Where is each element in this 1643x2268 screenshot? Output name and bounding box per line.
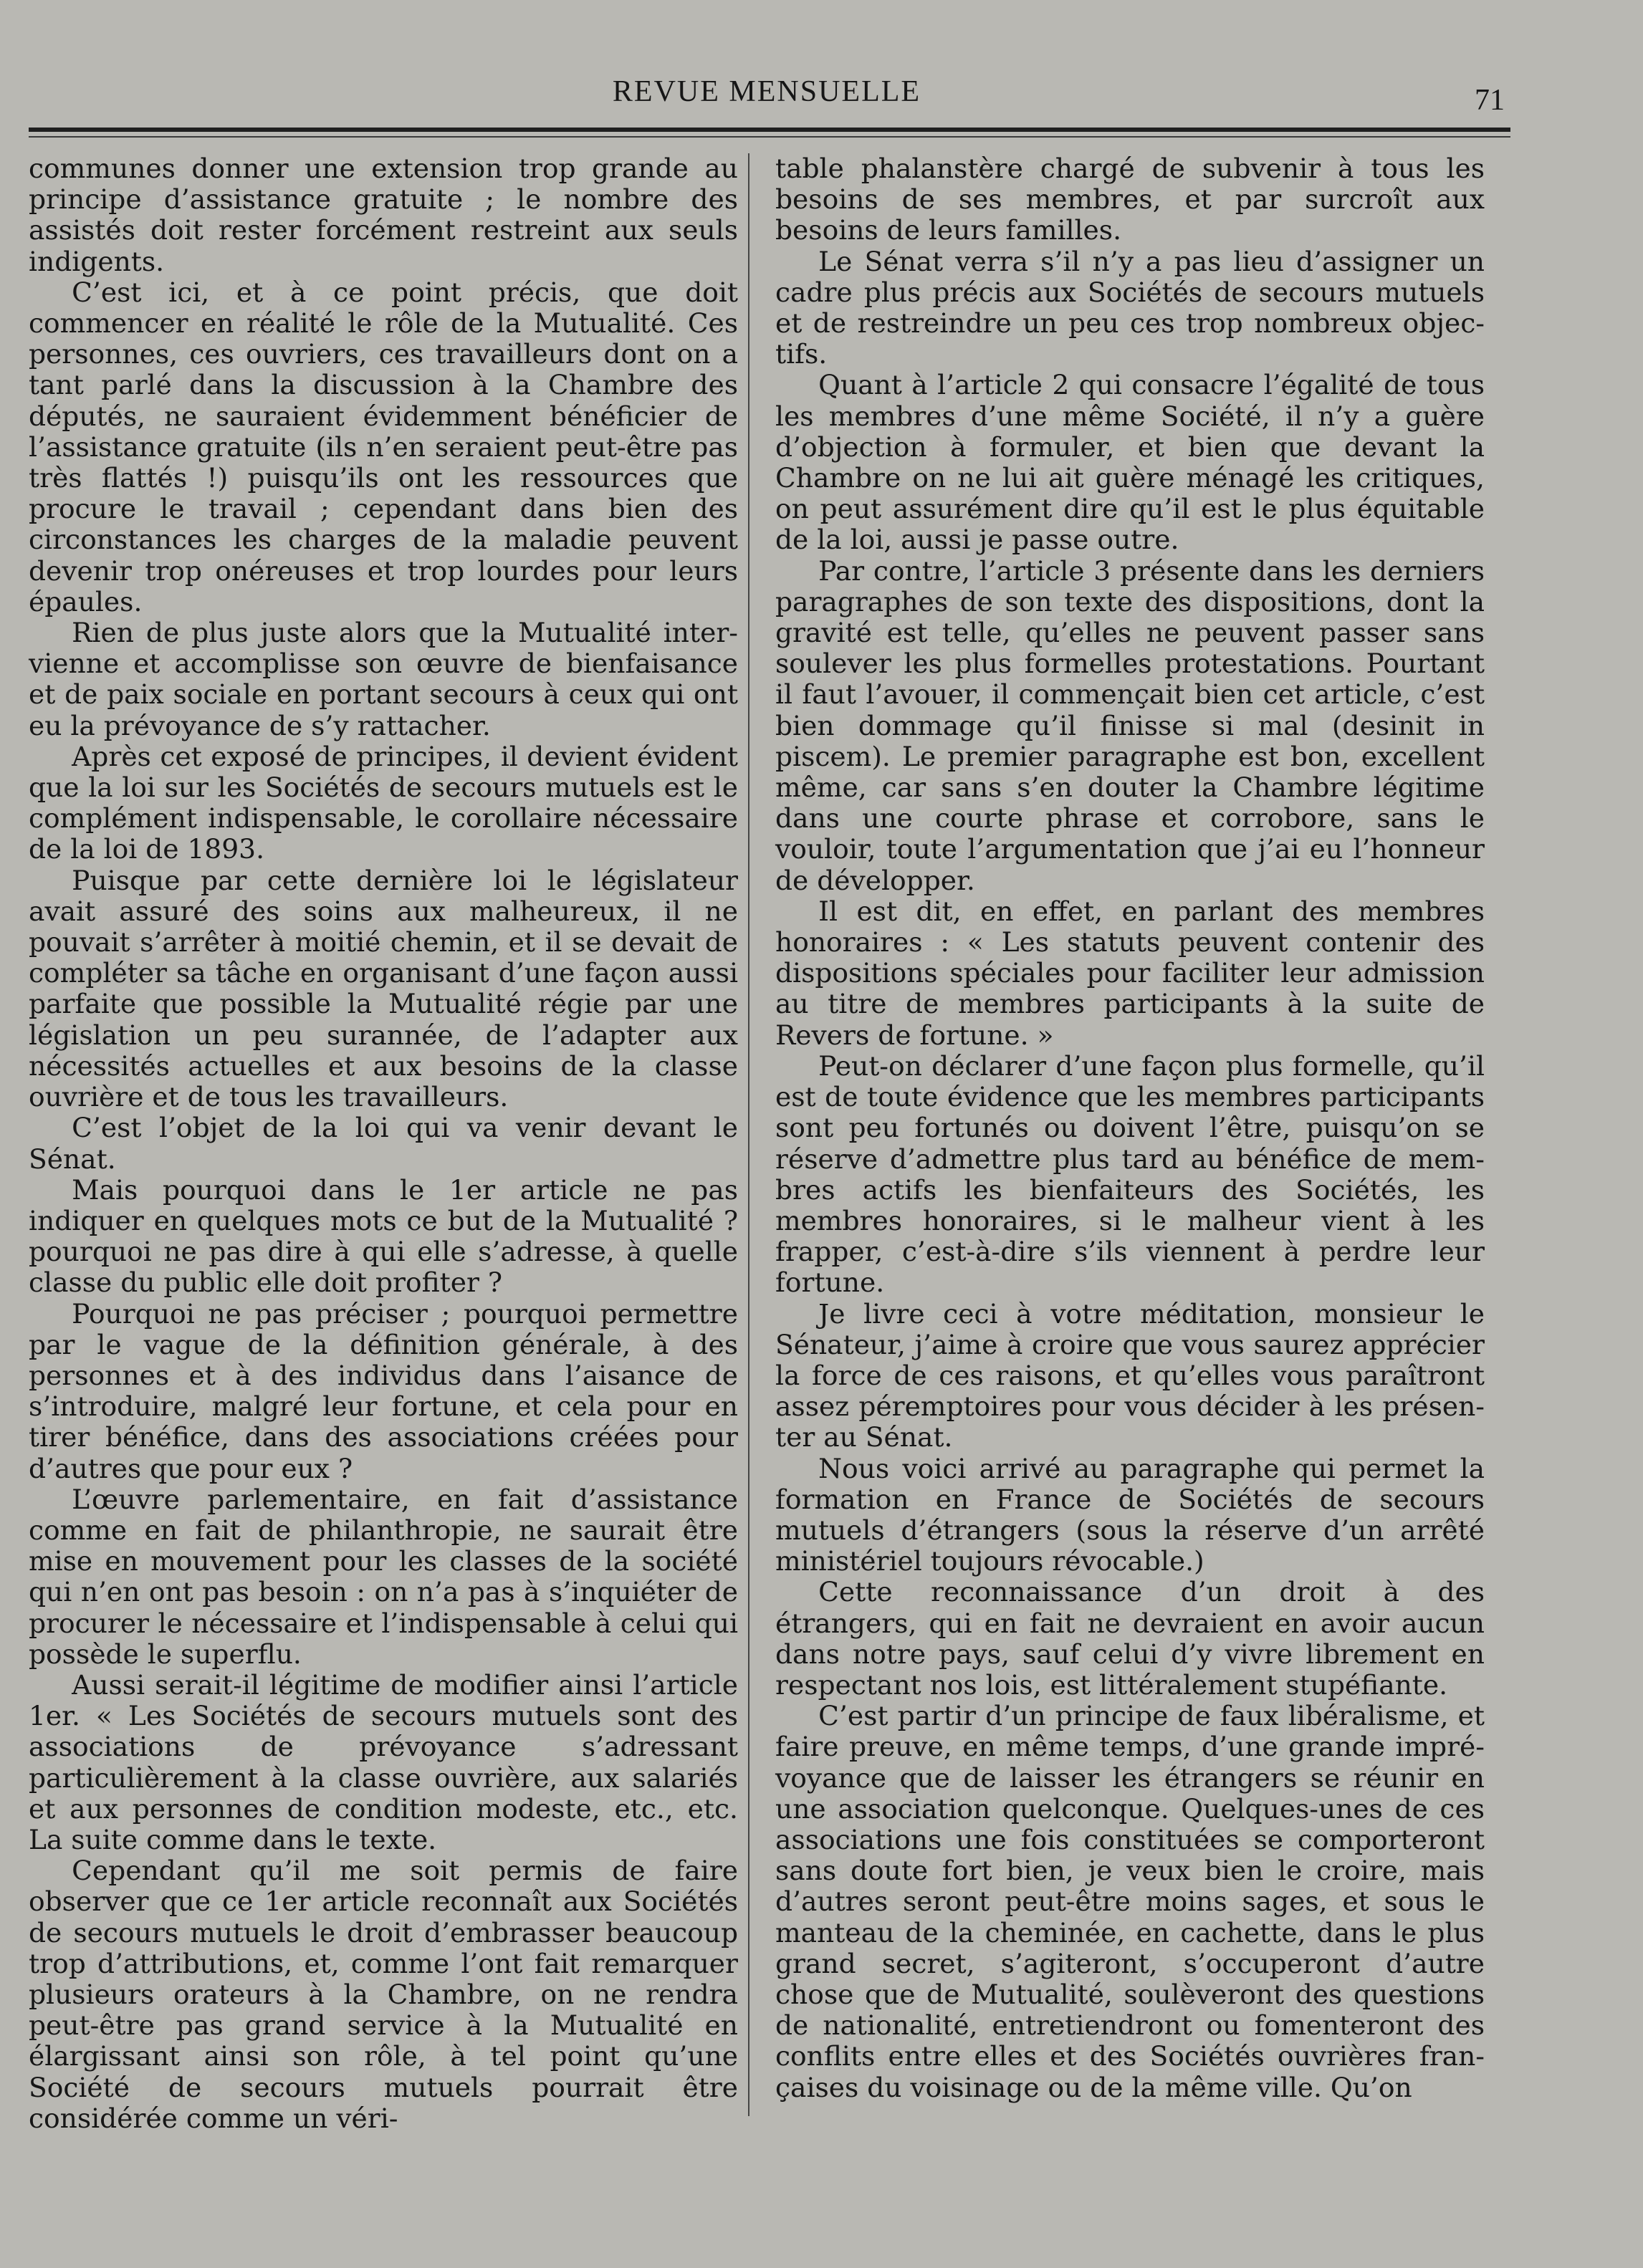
header-rule-thick <box>29 128 1510 132</box>
paragraph: Peut-on déclarer d’une façon plus formelle, qu’il est de toute évidence que les membres participants sont peu fortunés ou doivent l’être, puisqu’on se réserve d’admettre plus tard au bénéfice de membres actifs les bienfaiteurs des Sociétés, les membres honoraires, si le malheur vient à les frapper, c’est-à-dire s’ils viennent à perdre leur fortune. <box>775 1049 1485 1299</box>
paragraph: Par contre, l’article 3 présente dans les derniers paragraphes de son texte des dispositions, dont la gravité est telle, qu’elles ne peuvent passer sans soulever les plus formelles protestations. Pourtant il faut l’avouer, il commençait bien cet article, c’est bien dommage qu’il finisse si mal (desinit in piscem). Le premier paragraphe est bon, excellent même, car sans s’en douter la Chambre légitime dans une courte phrase et corrobore, sans le vouloir, toute l’argumentation que j’ai eu l’honneur de développer. <box>775 554 1485 896</box>
running-title: REVUE MENSUELLE <box>612 75 921 108</box>
paragraph: communes donner une extension trop grande au principe d’assistance gratuite ; le nombre des assistés doit rester forcément restreint aux seuls indigents. <box>29 153 738 277</box>
paragraph: Cependant qu’il me soit permis de faire observer que ce 1er article reconnaît aux Sociétés de secours mutuels le droit d’embrasser beaucoup trop d’attributions, et, comme l’ont fait remarquer plusieurs orateurs à la Chambre, on ne rendra peut-être pas grand service à la Mutualité en élargissant ainsi son rôle, à tel point qu’une Société de secours mutuels pourrait être considérée comme un véri- <box>29 1855 738 2134</box>
column-divider <box>748 153 749 2116</box>
paragraph: C’est ici, et à ce point précis, que doit commencer en réalité le rôle de la Mutualité. Ces personnes, ces ouvriers, ces travailleurs dont on a tant parlé dans la discussion à la Chambre des députés, ne sauraient évidemment bénéficier de l’assistance gratuite (ils n’en seraient peut-être pas très flattés !) puisqu’ils ont les ressources que procure le travail ; cependant dans bien des circonstances les charges de la maladie peuvent devenir trop onéreuses et trop lourdes pour leurs épaules. <box>29 276 738 618</box>
paragraph: Il est dit, en effet, en parlant des membres honoraires : « Les statuts peuvent contenir des dispositions spéciales pour faciliter leur admission au titre de membres participants à la suite de Revers de fortune. » <box>775 895 1485 1051</box>
paragraph: C’est partir d’un principe de faux libéralisme, et faire preuve, en même temps, d’une grande imprévoyance que de laisser les étrangers se réunir en une association quelconque. Quelques-unes de ces associations une fois constituées se comporteront sans doute fort bien, je veux bien le croire, mais d’autres seront peut-être moins sages, et sous le manteau de la cheminée, en cachette, dans le plus grand secret, s’agiteront, s’occuperont d’autre chose que de Mutualité, soulèveront des questions de nationalité, entretiendront ou fomenteront des conflits entre elles et des Sociétés ouvrières françaises du voisinage ou de la même ville. Qu’on <box>775 1700 1485 2103</box>
paragraph: Quant à l’article 2 qui consacre l’égalité de tous les membres d’une même Société, il n’y a guère d’objection à formuler, et bien que devant la Chambre on ne lui ait guère ménagé les critiques, on peut assurément dire qu’il est le plus équitable de la loi, aussi je passe outre. <box>775 369 1485 556</box>
header-rule-thin <box>29 136 1510 138</box>
paragraph: Rien de plus juste alors que la Mutualité intervienne et accomplisse son œuvre de bienfaisance et de paix sociale en portant secours à ceux qui ont eu la prévoyance de s’y rattacher. <box>29 617 738 741</box>
page-header <box>29 75 1505 117</box>
paragraph: Pourquoi ne pas préciser ; pourquoi permettre par le vague de la définition générale, à des personnes et à des individus dans l’aisance de s’introduire, malgré leur fortune, et cela pour en tirer bénéfice, dans des associations créées pour d’autres que pour eux ? <box>29 1297 738 1484</box>
paragraph: Nous voici arrivé au paragraphe qui permet la formation en France de Sociétés de secours mutuels d’étrangers (sous la réserve d’un arrêté ministériel toujours révocable.) <box>775 1452 1485 1577</box>
paragraph: Le Sénat verra s’il n’y a pas lieu d’assigner un cadre plus précis aux Sociétés de secours mutuels et de restreindre un peu ces trop nombreux objectifs. <box>775 245 1485 370</box>
paragraph: Je livre ceci à votre méditation, monsieur le Sénateur, j’aime à croire que vous saurez apprécier la force de ces raisons, et qu’elles vous paraîtront assez péremptoires pour vous décider à les présenter au Sénat. <box>775 1297 1485 1453</box>
paragraph: table phalanstère chargé de subvenir à tous les besoins de ses membres, et par surcroît aux besoins de leurs familles. <box>775 153 1485 246</box>
paragraph: Cette reconnaissance d’un droit à des étrangers, qui en fait ne devraient en avoir aucun dans notre pays, sauf celui d’y vivre librement en respectant nos lois, est littéralement stupéfiante. <box>775 1576 1485 1701</box>
paragraph: L’œuvre parlementaire, en fait d’assistance comme en fait de philanthropie, ne saurait être mise en mouvement pour les classes de la société qui n’en ont pas besoin : on n’a pas à s’inquiéter de procurer le nécessaire et l’indispensable à celui qui possède le superflu. <box>29 1483 738 1670</box>
paragraph: Mais pourquoi dans le 1er article ne pas indiquer en quelques mots ce but de la Mutualité ? pourquoi ne pas dire à qui elle s’adresse, à quelle classe du public elle doit profiter ? <box>29 1173 738 1299</box>
left-column <box>29 153 738 2134</box>
paragraph: Puisque par cette dernière loi le législateur avait assuré des soins aux malheureux, il ne pouvait s’arrêter à moitié chemin, et il se devait de compléter sa tâche en organisant d’une façon aussi parfaite que possible la Mutualité régie par une législation un peu surannée, de l’adapter aux nécessités actuelles et aux besoins de la classe ouvrière et de tous les travailleurs. <box>29 864 738 1113</box>
page-number: 71 <box>1475 84 1505 117</box>
right-column <box>775 153 1485 2103</box>
paragraph: C’est l’objet de la loi qui va venir devant le Sénat. <box>29 1112 738 1175</box>
paragraph: Aussi serait-il légitime de modifier ainsi l’article 1er. « Les Sociétés de secours mutuels sont des associations de prévoyance s’adressant particulièrement à la classe ouvrière, aux salariés et aux personnes de condition modeste, etc., etc. La suite comme dans le texte. <box>29 1668 738 1855</box>
paragraph: Après cet exposé de principes, il devient évident que la loi sur les Sociétés de secours mutuels est le complément indispensable, le corollaire nécessaire de la loi de 1893. <box>29 740 738 865</box>
